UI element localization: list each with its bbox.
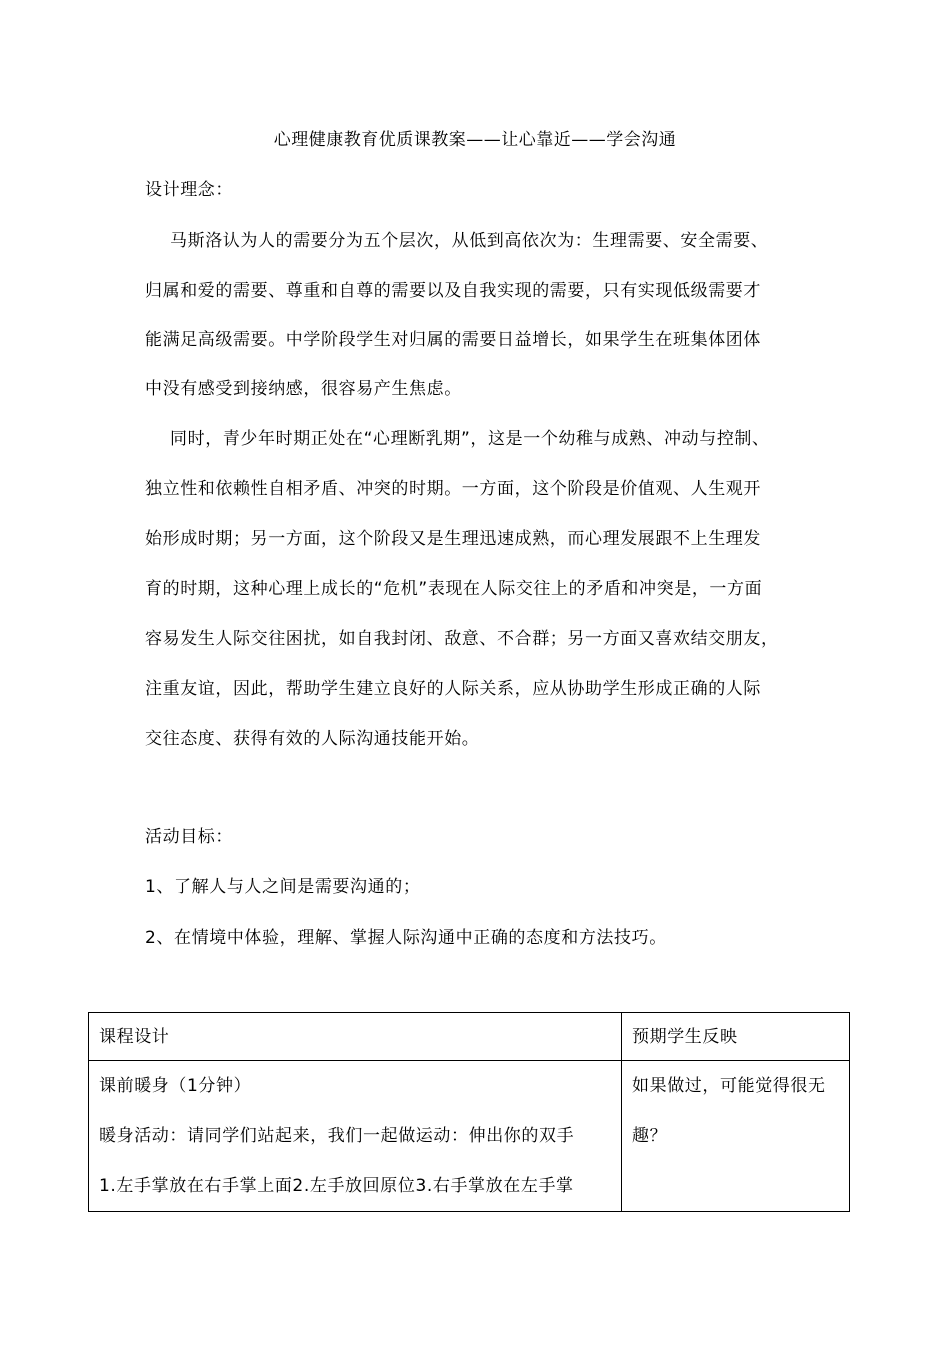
paragraph-line: 育的时期，这种心理上成长的“危机”表现在人际交往上的矛盾和冲突是，一方面 [145, 579, 763, 599]
table-cell-design [89, 1061, 622, 1212]
cell-text-line: 如果做过，可能觉得很无 [632, 1076, 826, 1096]
cell-text-line: 暖身活动：请同学们站起来，我们一起做运动：伸出你的双手 [99, 1126, 575, 1146]
header-expected-reaction: 预期学生反映 [632, 1027, 738, 1047]
document-title: 心理健康教育优质课教案——让心靠近——学会沟通 [273, 130, 677, 150]
paragraph-line: 注重友谊，因此，帮助学生建立良好的人际关系，应从协助学生形成正确的人际 [145, 679, 761, 699]
goal-item: 2、在情境中体验，理解、掌握人际沟通中正确的态度和方法技巧。 [145, 928, 667, 948]
cell-text-line: 1.左手掌放在右手掌上面2.左手放回原位3.右手掌放在左手掌 [99, 1176, 574, 1196]
table-row [89, 1061, 850, 1212]
section-heading-activity-goals: 活动目标： [145, 827, 233, 847]
paragraph-line: 同时，青少年时期正处在“心理断乳期”，这是一个幼稚与成熟、冲动与控制、 [170, 429, 770, 449]
paragraph-line: 中没有感受到接纳感，很容易产生焦虑。 [145, 379, 462, 399]
lesson-plan-table [88, 1012, 850, 1212]
paragraph-line: 马斯洛认为人的需要分为五个层次，从低到高依次为：生理需要、安全需要、 [170, 231, 769, 251]
table-header-cell [622, 1013, 850, 1061]
table-header-cell [89, 1013, 622, 1061]
paragraph-line: 容易发生人际交往困扰，如自我封闭、敌意、不合群；另一方面又喜欢结交朋友， [145, 629, 779, 649]
table-header-row [89, 1013, 850, 1061]
cell-text-line: 课前暖身（1分钟） [99, 1076, 252, 1096]
paragraph-line: 始形成时期；另一方面，这个阶段又是生理迅速成熟，而心理发展跟不上生理发 [145, 529, 761, 549]
paragraph-line: 能满足高级需要。中学阶段学生对归属的需要日益增长，如果学生在班集体团体 [145, 330, 761, 350]
table-cell-reaction [622, 1061, 850, 1212]
paragraph-line: 归属和爱的需要、尊重和自尊的需要以及自我实现的需要，只有实现低级需要才 [145, 281, 761, 301]
cell-text-line: 趣？ [632, 1126, 668, 1146]
paragraph-line: 独立性和依赖性自相矛盾、冲突的时期。一方面，这个阶段是价值观、人生观开 [145, 479, 761, 499]
goal-item: 1、了解人与人之间是需要沟通的； [145, 877, 421, 897]
header-course-design: 课程设计 [99, 1027, 170, 1047]
paragraph-line: 交往态度、获得有效的人际沟通技能开始。 [145, 729, 480, 749]
section-heading-design-concept: 设计理念： [145, 180, 233, 200]
